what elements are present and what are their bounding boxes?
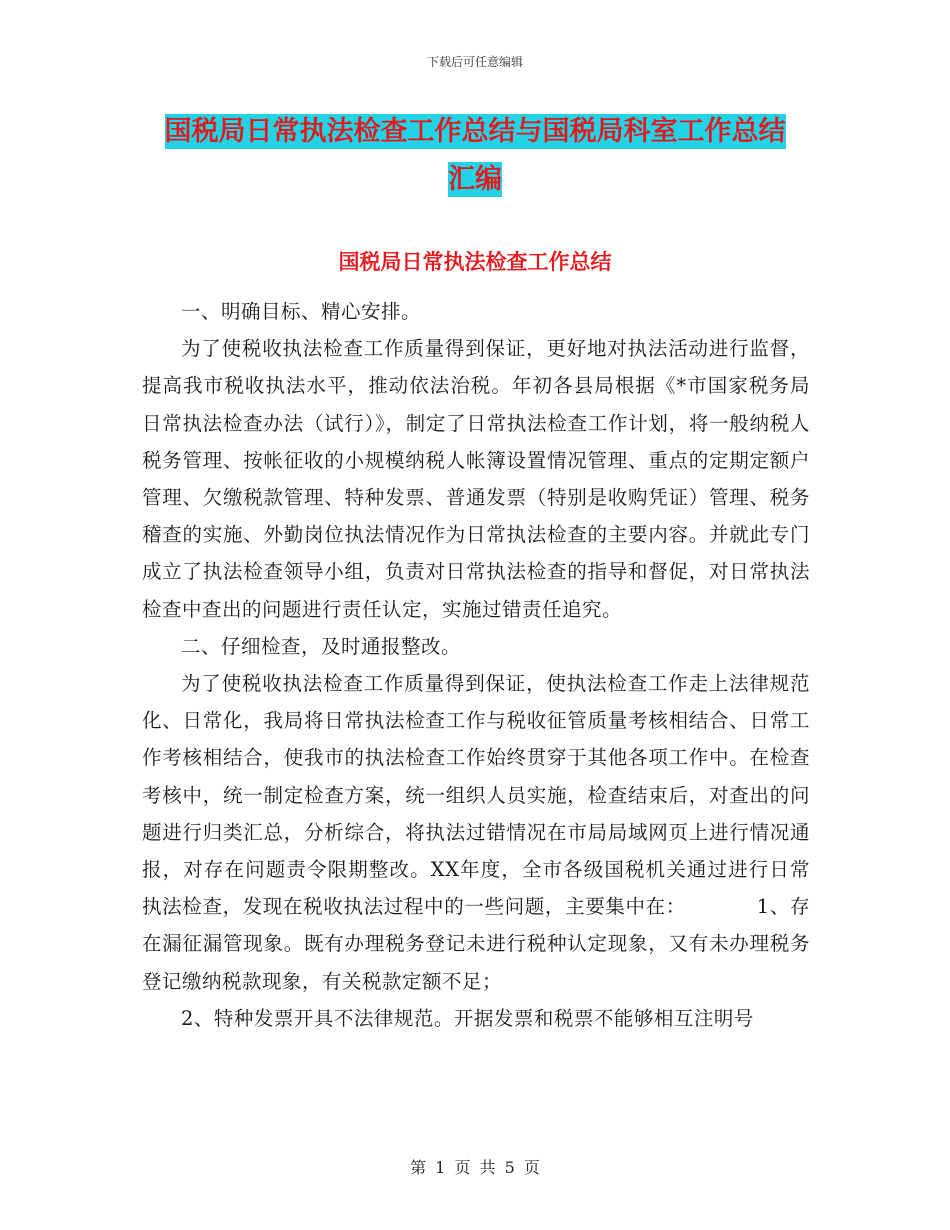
document-title-line-2: 汇编 [448,164,502,195]
body-paragraph: 一、明确目标、精心安排。 [181,300,422,323]
body-paragraph: 为了使税收执法检查工作质量得到保证，使执法检查工作走上法律规范化、日常化，我局将日常执法检查工作与税收征管质量考核相结合、日常工作考核相结合，使我市的执法检查工作始终贯穿于其他各项工作中。在检查考核中，统一制定检查方案，统一组织人员实施，检查结束后，对查出的问题进行归类汇总，分析综合，将执法过错情况在市局局域网页上进行情况通报，对存在问题责令限期整改。XX年度，全市各级国税机关通过进行日常执法检查，发现在税收执法过程中的一些问题，主要集中在： 1、存在漏征漏管现象。既有办理税务登记未进行税种认定现象，又有未办理税务登记缴纳税款现象，有关税款定额不足； [142,672,810,993]
header-note: 下载后可任意编辑 [426,55,523,69]
document-title-line-1: 国税局日常执法检查工作总结与国税局科室工作总结 [164,116,786,147]
body-paragraph: 二、仔细检查，及时通报整改。 [181,634,462,658]
page-footer: 第 1 页 共 5 页 [410,1158,540,1177]
section-title: 国税局日常执法检查工作总结 [338,250,612,274]
body-paragraph: 2、特种发票开具不法律规范。开据发票和税票不能够相互注明号 [181,1006,754,1030]
document-body [142,293,810,1037]
body-paragraph: 为了使税收执法检查工作质量得到保证，更好地对执法活动进行监督，提高我市税收执法水平，推动依法治税。年初各县局根据《*市国家税务局日常执法检查办法（试行）》，制定了日常执法检查工作计划，将一般纳税人税务管理、按帐征收的小规模纳税人帐簿设置情况管理、重点的定期定额户管理、欠缴税款管理、特种发票、普通发票（特别是收购凭证）管理、税务稽查的实施、外勤岗位执法情况作为日常执法检查的主要内容。并就此专门成立了执法检查领导小组，负责对日常执法检查的指导和督促，对日常执法检查中查出的问题进行责任认定，实施过错责任追究。 [142,337,810,621]
document-title [120,108,830,204]
